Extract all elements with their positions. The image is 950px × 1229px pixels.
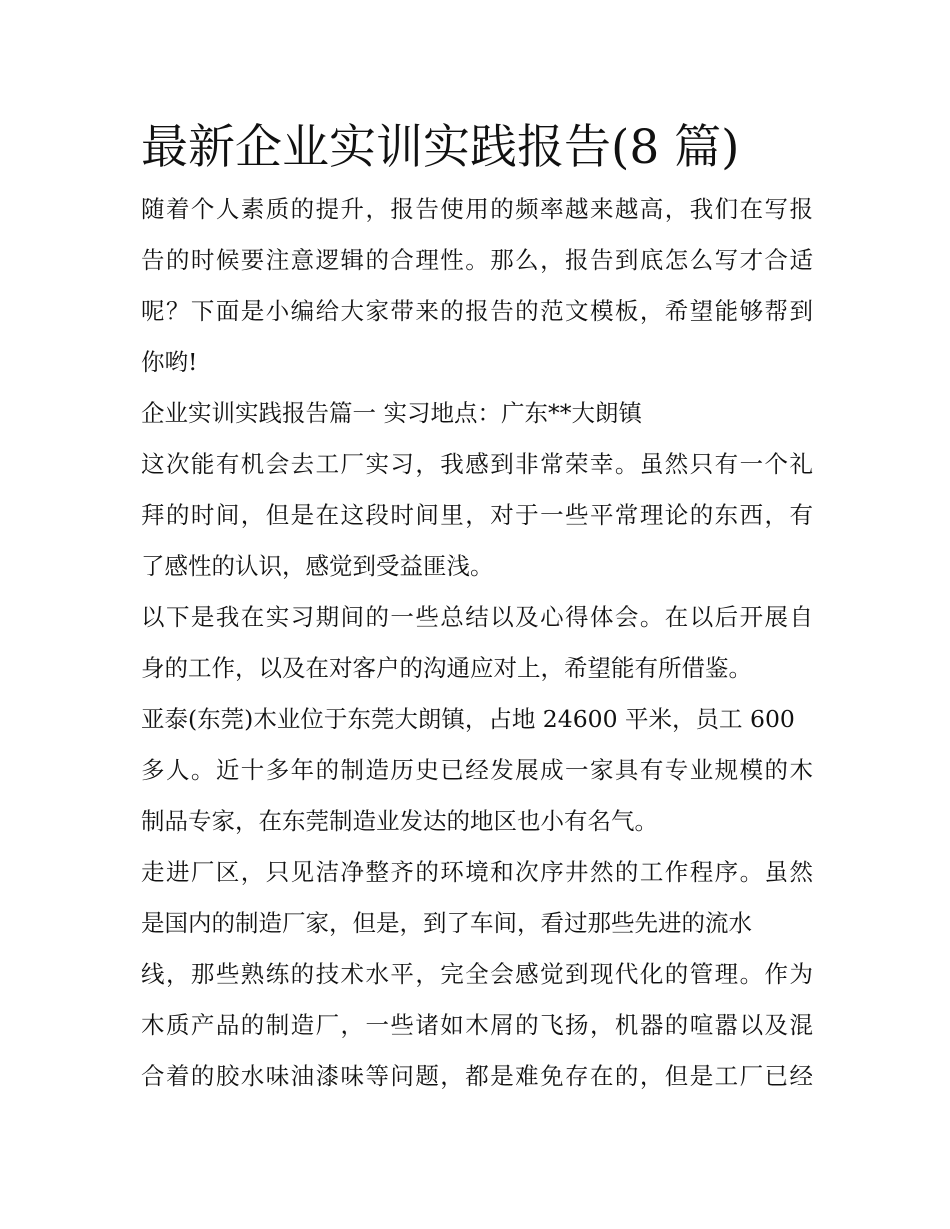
text-line: 合着的胶水味油漆味等问题，都是难免存在的，但是工厂已经	[141, 1062, 813, 1090]
document-body	[141, 116, 813, 1102]
text-line: 拜的时间，但是在这段时间里，对于一些平常理论的东西，有	[141, 501, 813, 529]
text-line: 亚泰(东莞)木业位于东莞大朗镇，占地 24600 平米，员工 600	[141, 705, 795, 733]
text-line: 木质产品的制造厂，一些诸如木屑的飞扬，机器的喧嚣以及混	[141, 1011, 813, 1039]
text-line: 告的时候要注意逻辑的合理性。那么，报告到底怎么写才合适	[141, 246, 813, 274]
text-line: 呢？下面是小编给大家带来的报告的范文模板，希望能够帮到	[141, 297, 813, 325]
text-line: 走进厂区，只见洁净整齐的环境和次序井然的工作程序。虽然	[141, 858, 813, 886]
text-line: 是国内的制造厂家，但是，到了车间，看过那些先进的流水	[141, 909, 752, 937]
text-line: 了感性的认识，感觉到受益匪浅。	[141, 552, 494, 580]
text-line: 这次能有机会去工厂实习，我感到非常荣幸。虽然只有一个礼	[141, 450, 813, 478]
text-line: 你哟!	[141, 348, 198, 376]
text-line: 线，那些熟练的技术水平，完全会感觉到现代化的管理。作为	[141, 960, 813, 988]
text-line: 制品专家，在东莞制造业发达的地区也小有名气。	[141, 807, 658, 835]
text-line: 身的工作，以及在对客户的沟通应对上，希望能有所借鉴。	[141, 654, 752, 682]
text-line: 随着个人素质的提升，报告使用的频率越来越高，我们在写报	[141, 195, 813, 223]
text-line: 以下是我在实习期间的一些总结以及心得体会。在以后开展自	[141, 603, 813, 631]
text-line: 多人。近十多年的制造历史已经发展成一家具有专业规模的木	[141, 756, 813, 784]
document-title: 最新企业实训实践报告(8 篇)	[141, 120, 740, 175]
section-heading-line: 企业实训实践报告篇一 实习地点：广东**大朗镇	[141, 399, 642, 427]
